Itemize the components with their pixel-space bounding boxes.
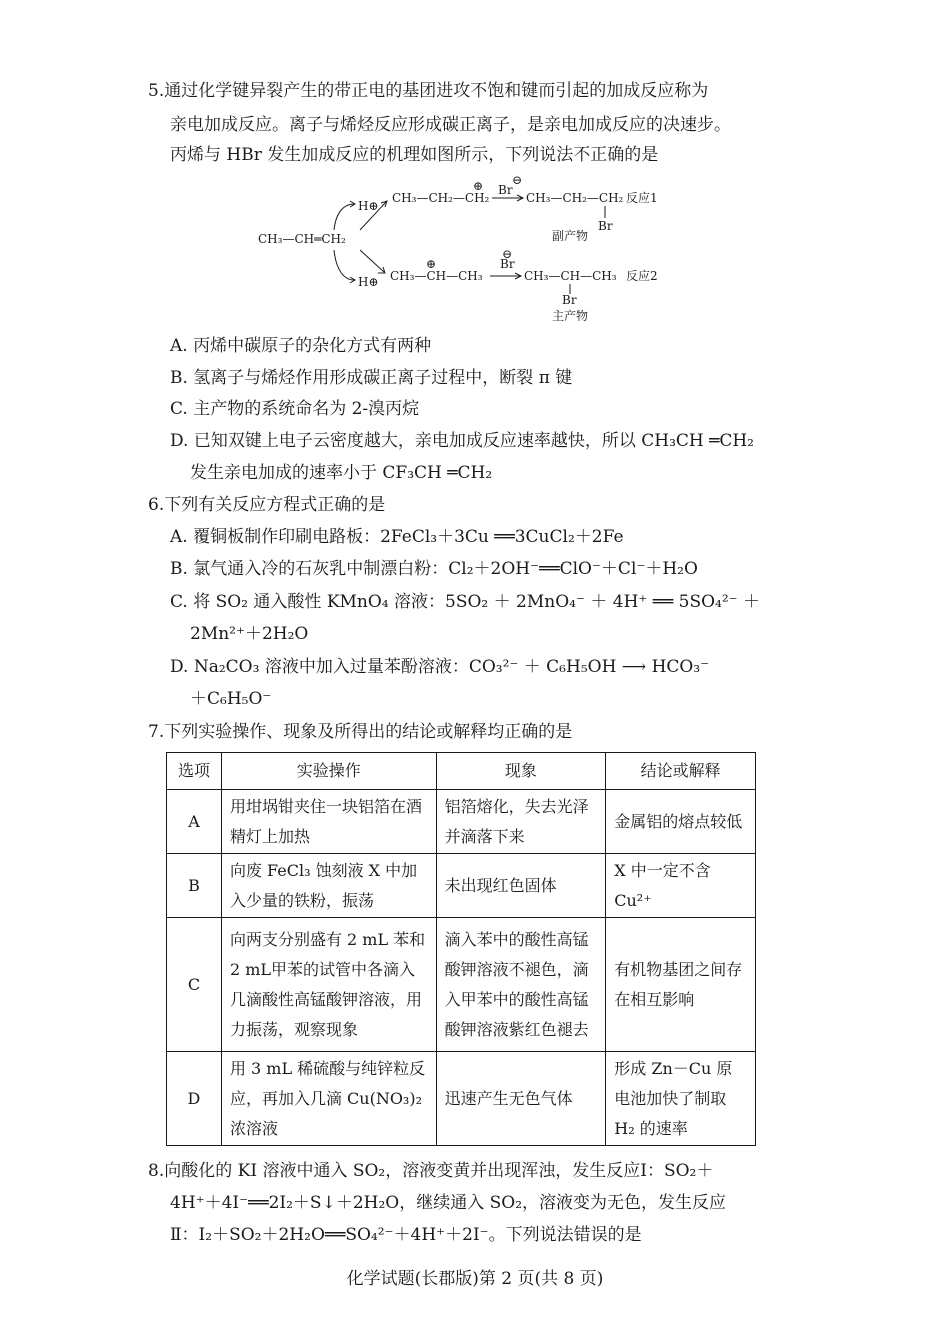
header-operation: 实验操作 [221, 753, 436, 790]
mech-reactant: CH₃—CH═CH₂ [258, 232, 346, 246]
mech-arrow-top-curve [334, 204, 354, 230]
mech-bottom-product: CH₃—CH—CH₃ [524, 269, 617, 283]
table-header-row [167, 753, 756, 790]
row-b-conclusion: X 中一定不含 Cu²⁺ [606, 854, 756, 918]
mech-bottom-plus: ⊕ [426, 257, 437, 271]
table-row [167, 1052, 756, 1146]
table-row [167, 918, 756, 1052]
q5-stem-line2: 亲电加成反应。离子与烯烃反应形成碳正离子，是亲电加成反应的决速步。 [170, 115, 731, 135]
q5-option-c: C. 主产物的系统命名为 2-溴丙烷 [170, 399, 420, 419]
row-b-operation: 向废 FeCl₃ 蚀刻液 X 中加入少量的铁粉，振荡 [221, 854, 436, 918]
q6-option-d-line1: D. Na₂CO₃ 溶液中加入过量苯酚溶液：CO₃²⁻ ＋ C₆H₅OH ⟶ HCO₃⁻ [170, 657, 710, 677]
row-b-option: B [167, 854, 222, 918]
mech-main-product-label: 主产物 [552, 309, 589, 323]
table-row [167, 854, 756, 918]
row-a-phenomenon: 铝箔熔化，失去光泽并滴落下来 [436, 790, 606, 854]
q6-option-c-line2: 2Mn²⁺＋2H₂O [190, 624, 309, 644]
q5-stem-line3: 丙烯与 HBr 发生加成反应的机理如图所示，下列说法不正确的是 [170, 145, 659, 165]
q5-option-d-line2: 发生亲电加成的速率小于 CF₃CH ═CH₂ [190, 463, 493, 483]
row-c-option: C [167, 918, 222, 1052]
q5-option-a: A. 丙烯中碳原子的杂化方式有两种 [170, 336, 432, 356]
header-phenomenon: 现象 [436, 753, 606, 790]
mech-top-minus: ⊖ [512, 173, 523, 187]
mech-top-reaction-label: 反应1 [626, 191, 658, 205]
q5-option-b: B. 氢离子与烯烃作用形成碳正离子过程中，断裂 π 键 [170, 368, 573, 388]
reaction-mechanism-diagram [250, 172, 690, 324]
mech-side-product-label: 副产物 [552, 229, 589, 243]
q5-option-d-line1: D. 已知双键上电子云密度越大，亲电加成反应速率越快，所以 CH₃CH ═CH₂ [170, 431, 755, 451]
mech-bottom-minus: ⊖ [502, 247, 513, 261]
mech-h-plus-bottom: H⊕ [358, 275, 379, 289]
header-option: 选项 [167, 753, 222, 790]
row-b-phenomenon: 未出现红色固体 [436, 854, 606, 918]
row-d-option: D [167, 1052, 222, 1146]
table-row [167, 790, 756, 854]
row-d-conclusion: 形成 Zn－Cu 原电池加快了制取 H₂ 的速率 [606, 1052, 756, 1146]
row-d-operation: 用 3 mL 稀硫酸与纯锌粒反应，再加入几滴 Cu(NO₃)₂ 浓溶液 [221, 1052, 436, 1146]
mech-top-product-br: Br [598, 219, 613, 233]
row-a-conclusion: 金属铝的熔点较低 [606, 790, 756, 854]
mech-line-bottom [360, 250, 384, 272]
q8-stem-line2: 4H⁺＋4I⁻══2I₂＋S↓＋2H₂O，继续通入 SO₂，溶液变为无色，发生反应 [170, 1193, 727, 1213]
q6-option-c-line1: C. 将 SO₂ 通入酸性 KMnO₄ 溶液：5SO₂ ＋ 2MnO₄⁻ ＋ 4H⁺ ══ 5SO₄²⁻ ＋ [170, 592, 761, 612]
row-c-phenomenon: 滴入苯中的酸性高锰酸钾溶液不褪色，滴入甲苯中的酸性高锰酸钾溶液紫红色褪去 [436, 918, 606, 1052]
mech-bottom-cation: CH₃—CH—CH₃ [390, 269, 483, 283]
mech-bottom-product-br: Br [562, 293, 577, 307]
q6-option-d-line2: ＋C₆H₅O⁻ [190, 689, 272, 709]
q6-option-a: A. 覆铜板制作印刷电路板：2FeCl₃＋3Cu ══3CuCl₂＋2Fe [170, 527, 624, 547]
q8-stem-line3: Ⅱ：I₂＋SO₂＋2H₂O══SO₄²⁻＋4H⁺＋2I⁻。下列说法错误的是 [170, 1225, 642, 1245]
mech-bottom-reaction-label: 反应2 [626, 269, 658, 283]
page-footer: 化学试题(长郡版)第 2 页(共 8 页) [346, 1269, 604, 1289]
q8-stem-line1: 8.向酸化的 KI 溶液中通入 SO₂，溶液变黄并出现浑浊，发生反应Ⅰ：SO₂＋ [148, 1161, 714, 1181]
row-c-conclusion: 有机物基团之间存在相互影响 [606, 918, 756, 1052]
mech-top-plus: ⊕ [473, 179, 484, 193]
header-conclusion: 结论或解释 [606, 753, 756, 790]
q6-option-b: B. 氯气通入冷的石灰乳中制漂白粉：Cl₂＋2OH⁻══ClO⁻＋Cl⁻＋H₂O [170, 559, 698, 579]
row-d-phenomenon: 迅速产生无色气体 [436, 1052, 606, 1146]
mech-top-product: CH₃—CH₂—CH₂ [526, 191, 624, 205]
experiment-table [166, 752, 756, 1146]
mech-top-br: Br [498, 183, 513, 197]
mech-bottom-br: Br [500, 257, 515, 271]
mech-top-cation: CH₃—CH₂—CH₂ [392, 191, 490, 205]
q6-stem: 6.下列有关反应方程式正确的是 [148, 495, 386, 515]
mech-arrow-bottom-curve [334, 250, 354, 280]
mech-h-plus-top: H⊕ [358, 199, 379, 213]
row-c-operation: 向两支分别盛有 2 mL 苯和 2 mL甲苯的试管中各滴入几滴酸性高锰酸钾溶液，用力振荡，观察现象 [221, 918, 436, 1052]
row-a-operation: 用坩埚钳夹住一块铝箔在酒精灯上加热 [221, 790, 436, 854]
q5-stem-line1: 5.通过化学键异裂产生的带正电的基团进攻不饱和键而引起的加成反应称为 [148, 81, 709, 101]
row-a-option: A [167, 790, 222, 854]
q7-stem: 7.下列实验操作、现象及所得出的结论或解释均正确的是 [148, 722, 573, 742]
